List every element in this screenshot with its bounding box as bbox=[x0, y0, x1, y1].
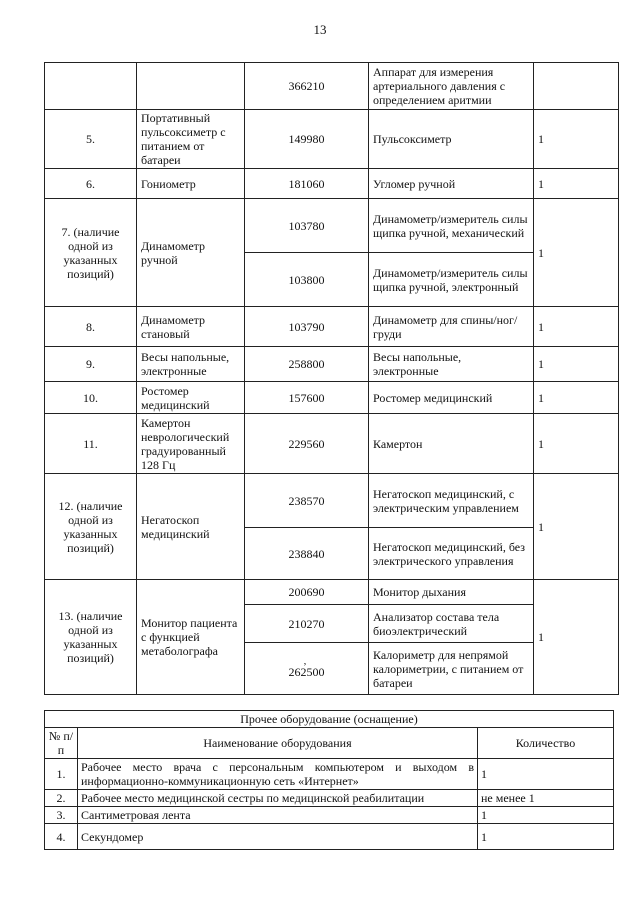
quantity bbox=[534, 63, 619, 110]
equipment-name: Портативный пульсоксиметр с питанием от батареи bbox=[137, 110, 245, 169]
equipment-name: Динамометр ручной bbox=[137, 199, 245, 307]
type-code: 210270 bbox=[245, 605, 369, 643]
table-row bbox=[45, 169, 619, 199]
equipment-type: Негатоскоп медицинский, без электрического управления bbox=[369, 528, 534, 580]
type-code: 262500 bbox=[288, 664, 325, 679]
header-qty: Количество bbox=[478, 728, 614, 759]
table-row bbox=[45, 474, 619, 528]
equipment-type: Пульсоксиметр bbox=[369, 110, 534, 169]
quantity: 1 bbox=[534, 199, 619, 307]
type-code: 200690 bbox=[245, 580, 369, 605]
equipment-name: Рабочее место медицинской сестры по медицинской реабилитации bbox=[78, 790, 478, 807]
header-num: № п/п bbox=[45, 728, 78, 759]
table-row bbox=[45, 199, 619, 253]
equipment-type: Камертон bbox=[369, 414, 534, 474]
row-number: 10. bbox=[45, 382, 137, 414]
equipment-name: Секундомер bbox=[78, 824, 478, 850]
equipment-type: Ростомер медицинский bbox=[369, 382, 534, 414]
row-number: 8. bbox=[45, 307, 137, 347]
row-number: 3. bbox=[45, 807, 78, 824]
equipment-type: Анализатор состава тела биоэлектрический bbox=[369, 605, 534, 643]
table-row bbox=[45, 307, 619, 347]
stray-dot-mark: , bbox=[303, 655, 307, 667]
equipment-name bbox=[137, 63, 245, 110]
type-code-cell bbox=[245, 643, 369, 695]
row-number: 6. bbox=[45, 169, 137, 199]
equipment-type: Угломер ручной bbox=[369, 169, 534, 199]
type-code: 238570 bbox=[245, 474, 369, 528]
row-number: 4. bbox=[45, 824, 78, 850]
equipment-name: Динамометр становый bbox=[137, 307, 245, 347]
table-header-row bbox=[45, 728, 614, 759]
other-equipment-table bbox=[44, 710, 614, 850]
equipment-name: Камертон неврологический градуированный 128 Гц bbox=[137, 414, 245, 474]
row-number bbox=[45, 63, 137, 110]
equipment-table bbox=[44, 62, 619, 695]
type-code: 149980 bbox=[245, 110, 369, 169]
table-row bbox=[45, 759, 614, 790]
equipment-name: Сантиметровая лента bbox=[78, 807, 478, 824]
equipment-name: Негатоскоп медицинский bbox=[137, 474, 245, 580]
equipment-name: Гониометр bbox=[137, 169, 245, 199]
row-number: 9. bbox=[45, 347, 137, 382]
quantity: 1 bbox=[478, 807, 614, 824]
table-row bbox=[45, 347, 619, 382]
quantity: 1 bbox=[534, 347, 619, 382]
row-number: 7. (наличие одной из указанных позиций) bbox=[45, 199, 137, 307]
table-title-row bbox=[45, 711, 614, 728]
equipment-type: Динамометр/измеритель силы щипка ручной, электронный bbox=[369, 253, 534, 307]
equipment-name: Весы напольные, электронные bbox=[137, 347, 245, 382]
equipment-type: Динамометр для спины/ног/груди bbox=[369, 307, 534, 347]
table-row bbox=[45, 414, 619, 474]
table-row bbox=[45, 807, 614, 824]
row-number: 12. (наличие одной из указанных позиций) bbox=[45, 474, 137, 580]
type-code: 238840 bbox=[245, 528, 369, 580]
other-equipment-title: Прочее оборудование (оснащение) bbox=[45, 711, 614, 728]
type-code: 103790 bbox=[245, 307, 369, 347]
quantity: 1 bbox=[478, 824, 614, 850]
quantity: 1 bbox=[534, 474, 619, 580]
equipment-name: Рабочее место врача с персональным компьютером и выходом в информационно-коммуникационную сеть «Интернет» bbox=[78, 759, 478, 790]
equipment-name: Ростомер медицинский bbox=[137, 382, 245, 414]
quantity: 1 bbox=[534, 110, 619, 169]
type-code: 258800 bbox=[245, 347, 369, 382]
equipment-type: Негатоскоп медицинский, с электрическим управлением bbox=[369, 474, 534, 528]
type-code: 103780 bbox=[245, 199, 369, 253]
quantity: 1 bbox=[534, 382, 619, 414]
quantity: не менее 1 bbox=[478, 790, 614, 807]
quantity: 1 bbox=[534, 414, 619, 474]
equipment-name: Монитор пациента с функцией метаболографа bbox=[137, 580, 245, 695]
table-row bbox=[45, 110, 619, 169]
quantity: 1 bbox=[478, 759, 614, 790]
quantity: 1 bbox=[534, 307, 619, 347]
table-row bbox=[45, 580, 619, 605]
equipment-type: Динамометр/измеритель силы щипка ручной, механический bbox=[369, 199, 534, 253]
type-code: 229560 bbox=[245, 414, 369, 474]
page-number: 13 bbox=[313, 22, 327, 37]
table-row bbox=[45, 790, 614, 807]
row-number: 13. (наличие одной из указанных позиций) bbox=[45, 580, 137, 695]
row-number: 2. bbox=[45, 790, 78, 807]
table-row bbox=[45, 382, 619, 414]
equipment-type: Калориметр для непрямой калориметрии, с питанием от батареи bbox=[369, 643, 534, 695]
type-code: 157600 bbox=[245, 382, 369, 414]
row-number: 11. bbox=[45, 414, 137, 474]
row-number: 5. bbox=[45, 110, 137, 169]
equipment-type: Весы напольные, электронные bbox=[369, 347, 534, 382]
equipment-type: Аппарат для измерения артериального давления с определением аритмии bbox=[369, 63, 534, 110]
quantity: 1 bbox=[534, 169, 619, 199]
table-row bbox=[45, 63, 619, 110]
type-code: 103800 bbox=[245, 253, 369, 307]
quantity: 1 bbox=[534, 580, 619, 695]
type-code: 181060 bbox=[245, 169, 369, 199]
row-number: 1. bbox=[45, 759, 78, 790]
type-code: 366210 bbox=[245, 63, 369, 110]
table-row bbox=[45, 824, 614, 850]
header-name: Наименование оборудования bbox=[78, 728, 478, 759]
equipment-type: Монитор дыхания bbox=[369, 580, 534, 605]
